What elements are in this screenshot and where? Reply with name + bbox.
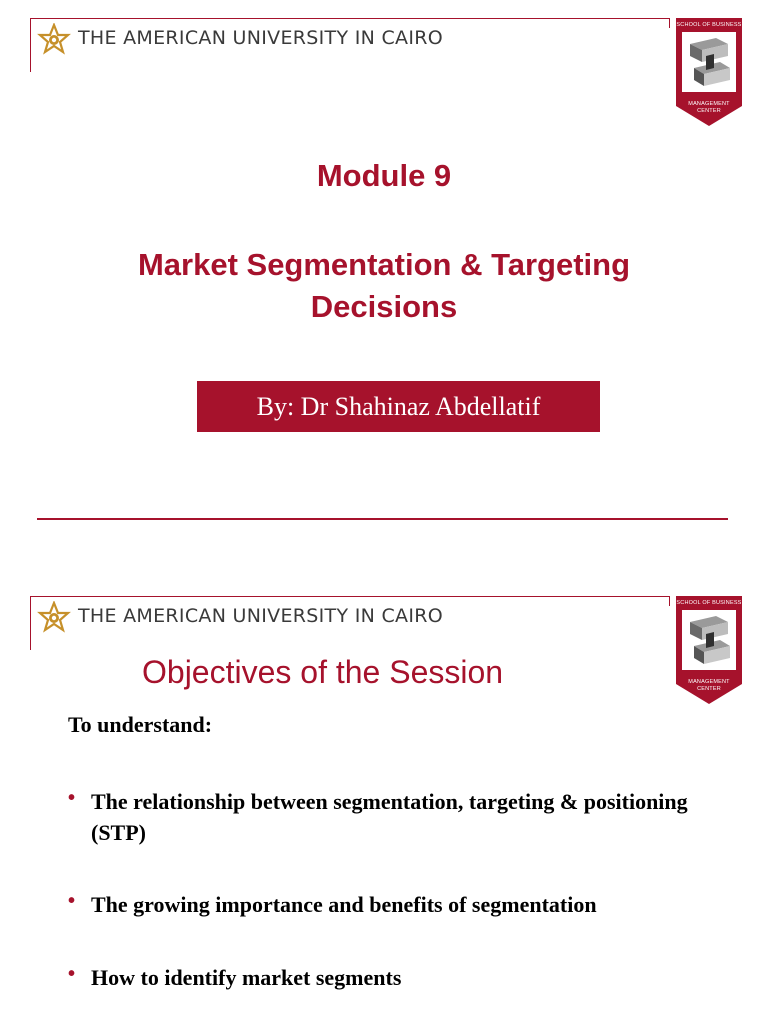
bullet-text: The growing importance and benefits of segmentation <box>91 892 597 917</box>
module-title: Module 9 <box>316 158 452 193</box>
auc-star-emblem-icon <box>37 23 71 57</box>
bullet-text: How to identify market segments <box>91 965 402 990</box>
badge-school-label: SCHOOL OF BUSINESS <box>676 22 742 28</box>
badge-center-label: MANAGEMENT CENTER <box>688 101 730 114</box>
module-subtitle: Market Segmentation & Targeting Decisions <box>137 247 631 324</box>
author-banner <box>197 381 600 432</box>
management-center-badge-icon <box>676 18 742 126</box>
bullet-dot-icon: • <box>68 787 76 809</box>
title-slide <box>0 0 768 510</box>
header-rule-left <box>30 18 31 72</box>
header-rule-left <box>30 596 31 650</box>
slide-divider <box>37 518 728 520</box>
badge-school-label: SCHOOL OF BUSINESS <box>676 600 742 606</box>
header-rule-right <box>669 18 670 28</box>
auc-star-emblem-icon <box>37 601 71 635</box>
badge-center-label: MANAGEMENT CENTER <box>688 679 730 692</box>
intro-text: To understand: <box>68 712 213 737</box>
header-rule <box>30 18 670 19</box>
list-item <box>68 889 708 920</box>
management-center-badge-icon <box>676 596 742 704</box>
bullet-dot-icon: • <box>68 890 76 912</box>
header-rule-right <box>669 596 670 606</box>
objectives-slide <box>0 578 768 1024</box>
bullet-text: The relationship between segmentation, targeting & positioning (STP) <box>91 789 688 845</box>
university-name: THE AMERICAN UNIVERSITY IN CAIRO <box>78 27 443 49</box>
list-item <box>68 786 708 848</box>
header-rule <box>30 596 670 597</box>
bullet-dot-icon: • <box>68 963 76 985</box>
list-item <box>68 962 708 993</box>
author-name: By: Dr Shahinaz Abdellatif <box>256 391 541 421</box>
slide-title: Objectives of the Session <box>142 654 504 690</box>
university-name: THE AMERICAN UNIVERSITY IN CAIRO <box>78 605 443 627</box>
